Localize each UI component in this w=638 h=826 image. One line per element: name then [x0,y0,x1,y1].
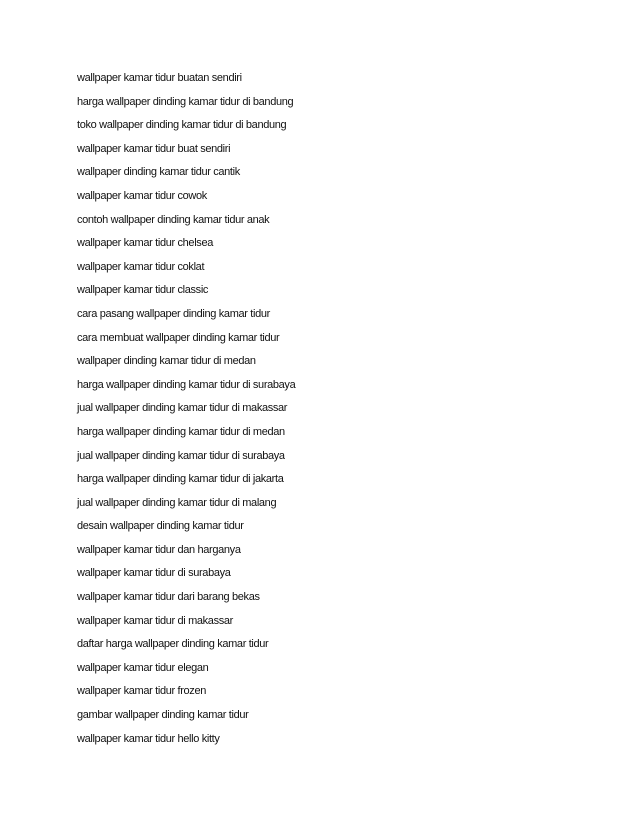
list-item: wallpaper dinding kamar tidur di medan [77,355,256,368]
list-item: harga wallpaper dinding kamar tidur di surabaya [77,378,296,391]
list-item: wallpaper kamar tidur frozen [77,685,206,698]
list-item: wallpaper kamar tidur buatan sendiri [77,72,242,84]
keyword-list [77,71,295,755]
list-item: daftar harga wallpaper dinding kamar tidur [77,638,269,651]
list-item: cara pasang wallpaper dinding kamar tidur [77,307,270,320]
list-item: jual wallpaper dinding kamar tidur di malang [77,496,277,509]
list-item: wallpaper kamar tidur chelsea [77,237,213,250]
list-item: wallpaper kamar tidur hello kitty [77,732,220,745]
list-item: desain wallpaper dinding kamar tidur [77,520,244,533]
list-item: wallpaper kamar tidur buat sendiri [77,142,231,155]
list-item: cara membuat wallpaper dinding kamar tidur [77,331,280,344]
list-item: jual wallpaper dinding kamar tidur di makassar [77,402,288,415]
list-item: harga wallpaper dinding kamar tidur di medan [77,425,285,438]
list-item: wallpaper kamar tidur classic [77,284,209,297]
list-item: wallpaper kamar tidur elegan [77,661,209,674]
list-item: contoh wallpaper dinding kamar tidur anak [77,213,270,226]
list-item: wallpaper dinding kamar tidur cantik [77,166,240,179]
list-item: wallpaper kamar tidur cowok [77,189,207,202]
list-item: wallpaper kamar tidur coklat [77,260,205,273]
list-item: wallpaper kamar tidur di surabaya [77,567,231,580]
list-item: harga wallpaper dinding kamar tidur di bandung [77,95,294,108]
list-item: toko wallpaper dinding kamar tidur di bandung [77,119,287,132]
list-item: wallpaper kamar tidur dari barang bekas [77,591,260,604]
list-item: wallpaper kamar tidur di makassar [77,614,233,627]
list-item: gambar wallpaper dinding kamar tidur [77,709,249,722]
list-item: harga wallpaper dinding kamar tidur di jakarta [77,473,284,486]
list-item: jual wallpaper dinding kamar tidur di surabaya [77,449,285,462]
list-item: wallpaper kamar tidur dan harganya [77,543,241,556]
